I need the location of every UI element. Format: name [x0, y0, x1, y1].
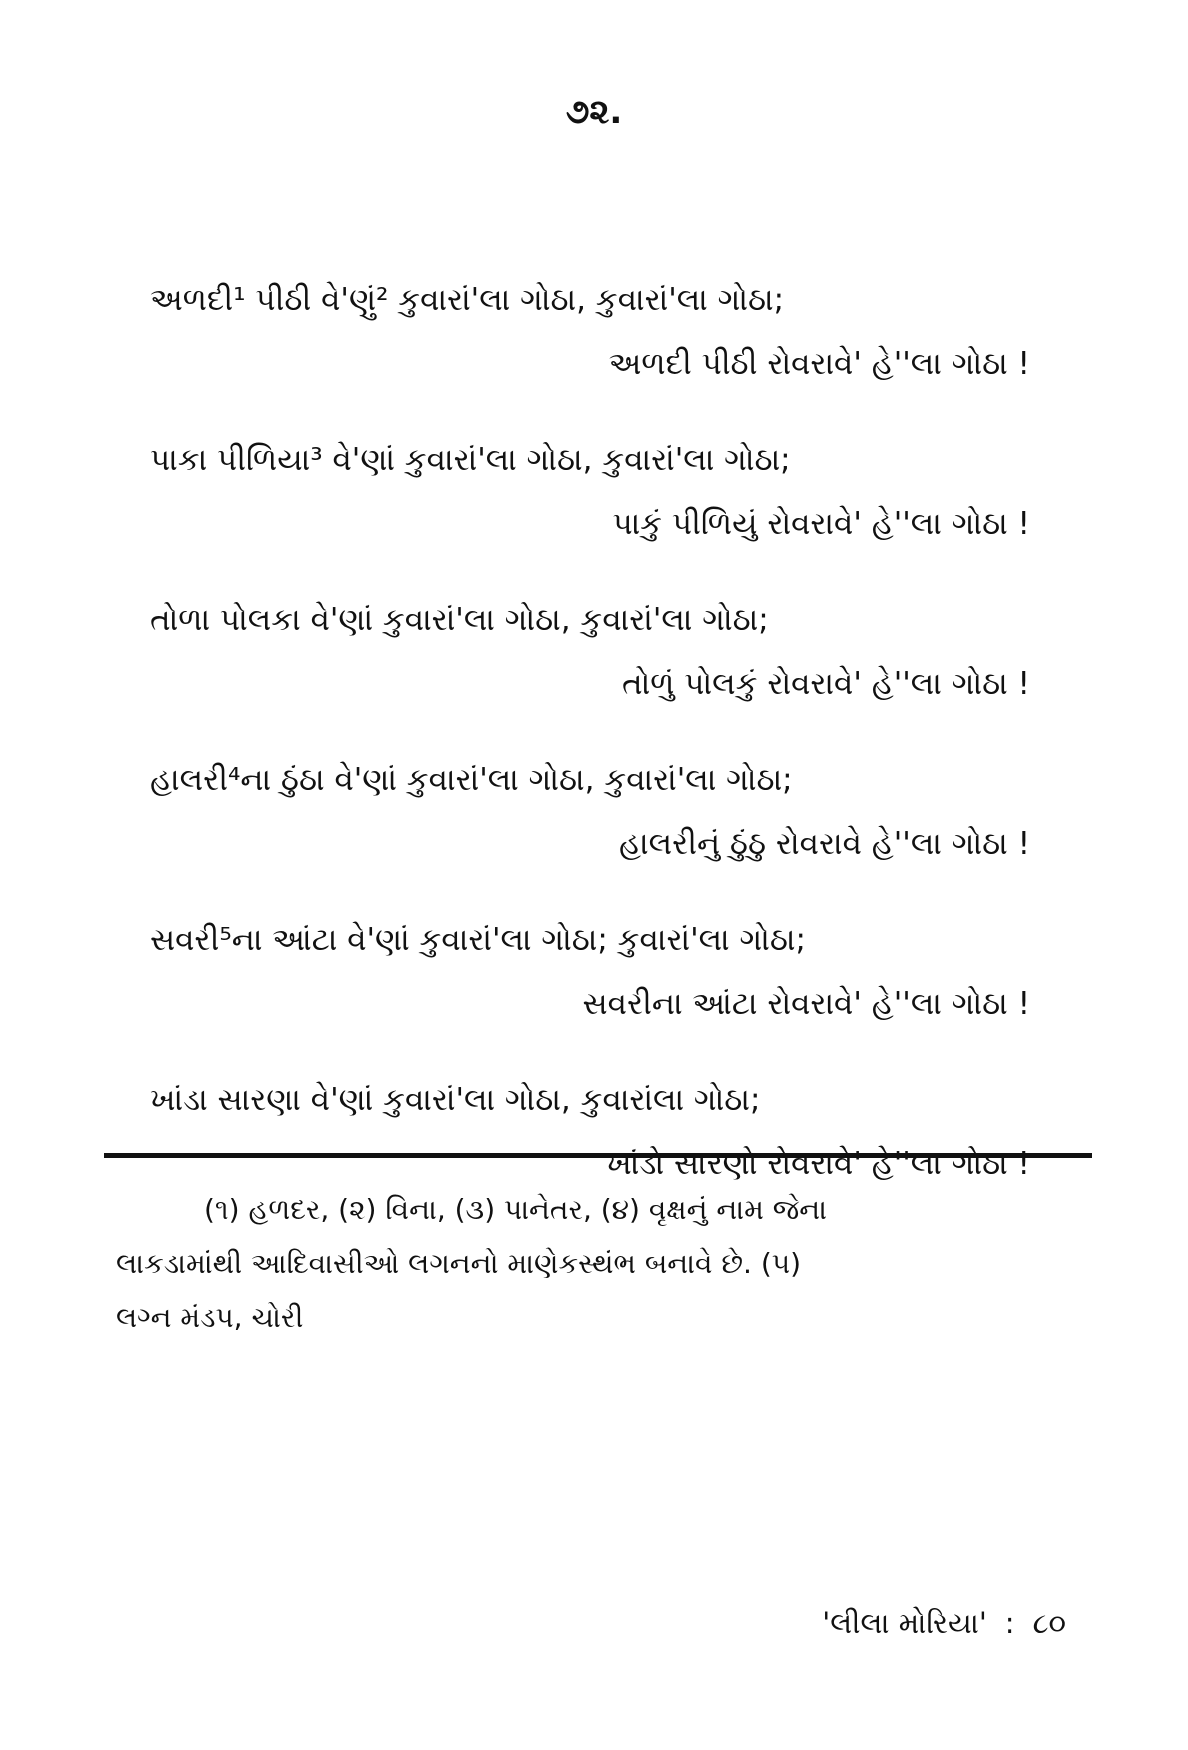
book-title: 'લીલા મોરિયા'	[822, 1606, 987, 1640]
footnotes	[116, 1183, 1076, 1345]
stanza-line: સવરી⁵ના આંટા વે'ણાં કુવારાં'લા ગોઠા; કુવારાં'લા ગોઠા;	[150, 922, 806, 958]
stanza-refrain: પાકું પીળિયું રોવરાવે' હે''લા ગોઠા !	[612, 506, 1030, 542]
stanza-refrain: સવરીના આંટા રોવરાવે' હે''લા ગોઠા !	[582, 986, 1030, 1022]
footnote-line: (૧) હળદર, (૨) વિના, (૩) પાનેતર, (૪) વૃક્ષનું નામ જેના	[204, 1193, 827, 1226]
song-stanzas	[150, 268, 1030, 1228]
stanza-refrain: તોળું પોલકું રોવરાવે' હે''લા ગોઠા !	[621, 666, 1030, 702]
footer-page-number: ૮૦	[1032, 1606, 1066, 1640]
stanza-4	[150, 748, 1030, 876]
stanza-5	[150, 908, 1030, 1036]
footnote-divider	[104, 1153, 1092, 1158]
stanza-line: પાકા પીળિયા³ વે'ણાં કુવારાં'લા ગોઠા, કુવારાં'લા ગોઠા;	[150, 442, 791, 478]
page-footer	[822, 1606, 1066, 1641]
stanza-refrain: હાલરીનું ઠુંઠુ રોવરાવે હે''લા ગોઠા !	[619, 826, 1030, 862]
stanza-line: અળદી¹ પીઠી વે'ણું² કુવારાં'લા ગોઠા, કુવારાં'લા ગોઠા;	[150, 282, 785, 318]
stanza-2	[150, 428, 1030, 556]
stanza-line: હાલરી⁴ના ઠુંઠા વે'ણાં કુવારાં'લા ગોઠા, કુવારાં'લા ગોઠા;	[150, 762, 793, 798]
stanza-6	[150, 1068, 1030, 1196]
stanza-line: ખાંડા સારણા વે'ણાં કુવારાં'લા ગોઠા, કુવારાંલા ગોઠા;	[150, 1082, 761, 1118]
footer-separator: :	[1004, 1606, 1015, 1640]
page-number: ૭૨.	[565, 92, 623, 132]
stanza-1	[150, 268, 1030, 396]
stanza-3	[150, 588, 1030, 716]
stanza-refrain: અળદી પીઠી રોવરાવે' હે''લા ગોઠા !	[608, 346, 1030, 382]
stanza-refrain: ખાંડો સારણો રોવરાવે' હે''લા ગોઠા !	[606, 1146, 1030, 1182]
footnote-line: લાકડામાંથી આદિવાસીઓ લગનનો માણેકસ્થંભ બનાવે છે. (૫)	[116, 1247, 802, 1280]
stanza-line: તોળા પોલકા વે'ણાં કુવારાં'લા ગોઠા, કુવારાં'લા ગોઠા;	[150, 602, 769, 638]
footnote-line: લગ્ન મંડપ, ચોરી	[116, 1301, 304, 1334]
